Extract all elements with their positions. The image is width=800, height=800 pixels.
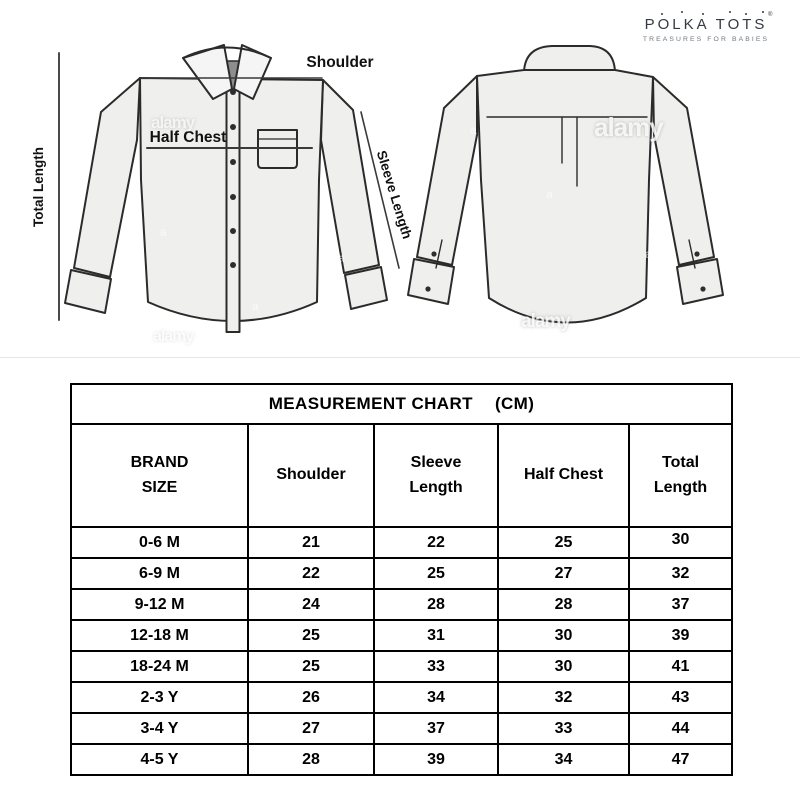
cell-length: 37 [629, 589, 732, 620]
cell-shoulder: 25 [248, 620, 374, 651]
watermark-mini-a: a [338, 251, 345, 265]
back-right-cuff [677, 259, 723, 304]
cell-sleeve: 33 [374, 651, 498, 682]
front-right-sleeve [321, 80, 379, 273]
back-left-sleeve [417, 76, 477, 265]
column-header-label: Shoulder [276, 466, 346, 484]
front-right-cuff [345, 267, 387, 309]
cell-size: 18-24 M [71, 651, 248, 682]
table-row [71, 558, 732, 589]
cell-chest: 30 [498, 651, 629, 682]
cell-length: 47 [629, 744, 732, 775]
table-header-row [71, 424, 732, 527]
watermark-back-hem: alamy [521, 311, 570, 332]
cell-shoulder: 22 [248, 558, 374, 589]
brand-name: POLKA TOTS [644, 16, 768, 33]
table-title-text: MEASUREMENT CHART [268, 394, 473, 413]
logo-polka-dot [762, 11, 764, 13]
cell-chest: 27 [498, 558, 629, 589]
cell-sleeve: 28 [374, 589, 498, 620]
total-length-label: Total Length [31, 147, 46, 227]
logo-polka-dot [702, 13, 704, 15]
table-row [71, 713, 732, 744]
watermark-mini-a: a [470, 123, 477, 137]
cell-size: 0-6 M [71, 527, 248, 558]
cell-chest: 34 [498, 744, 629, 775]
table-unit-text: (CM) [494, 394, 535, 413]
logo-polka-dot [661, 13, 663, 15]
front-left-cuff [65, 270, 111, 313]
column-header-total-length [629, 424, 732, 527]
cell-sleeve: 31 [374, 620, 498, 651]
table-row [71, 744, 732, 775]
cell-length: 41 [629, 651, 732, 682]
brand-tagline: TREASURES FOR BABIES [642, 36, 770, 43]
brand-logo-text [644, 12, 776, 33]
column-header-label: Half Chest [523, 466, 604, 484]
cell-sleeve: 22 [374, 527, 498, 558]
cell-chest: 25 [498, 527, 629, 558]
watermark-front-hem: alamy [153, 328, 194, 345]
shoulder-label: Shoulder [306, 54, 374, 71]
table-row [71, 589, 732, 620]
cell-length: 32 [629, 558, 732, 589]
cell-sleeve: 25 [374, 558, 498, 589]
cell-sleeve: 37 [374, 713, 498, 744]
cell-size: 4-5 Y [71, 744, 248, 775]
table-title-row [71, 384, 732, 424]
cell-length: 43 [629, 682, 732, 713]
logo-polka-dot [745, 13, 747, 15]
cell-size: 6-9 M [71, 558, 248, 589]
shirt-technical-drawing [0, 0, 800, 370]
front-left-sleeve [74, 78, 140, 277]
back-shirt-drawing [408, 46, 723, 323]
front-shirt-drawing [65, 45, 387, 332]
column-header-label: Total Length [653, 453, 708, 496]
watermark-mini-a: a [160, 225, 167, 239]
sleeve-length-label: Sleeve Length [373, 148, 415, 241]
cell-shoulder: 28 [248, 744, 374, 775]
cell-size: 9-12 M [71, 589, 248, 620]
cell-length: 30 [629, 527, 732, 558]
cell-shoulder: 24 [248, 589, 374, 620]
table-title [71, 384, 732, 424]
cell-chest: 30 [498, 620, 629, 651]
cell-shoulder: 27 [248, 713, 374, 744]
watermark-mini-a: a [252, 299, 259, 313]
half-chest-label: Half Chest [149, 129, 227, 146]
cell-size: 2-3 Y [71, 682, 248, 713]
cell-sleeve: 39 [374, 744, 498, 775]
table-row [71, 620, 732, 651]
cell-length: 44 [629, 713, 732, 744]
section-divider [0, 357, 800, 358]
back-body [477, 70, 653, 323]
cell-sleeve: 34 [374, 682, 498, 713]
cell-size: 3-4 Y [71, 713, 248, 744]
cell-shoulder: 26 [248, 682, 374, 713]
table-row [71, 651, 732, 682]
cell-chest: 33 [498, 713, 629, 744]
watermark-mini-a: a [546, 187, 553, 201]
cell-size: 12-18 M [71, 620, 248, 651]
logo-polka-dot [681, 11, 683, 13]
table-row [71, 527, 732, 558]
watermark-mini-a: a [645, 247, 652, 261]
cell-chest: 28 [498, 589, 629, 620]
back-left-cuff [408, 259, 454, 304]
column-header-label: Sleeve Length [409, 453, 463, 496]
measurement-table [70, 383, 733, 776]
column-header-shoulder [248, 424, 374, 527]
cell-shoulder: 25 [248, 651, 374, 682]
column-header-half-chest [498, 424, 629, 527]
brand-logo [626, 12, 786, 43]
back-right-sleeve [653, 77, 714, 265]
column-header-label: BRAND SIZE [130, 453, 189, 496]
column-header-brand-size [71, 424, 248, 527]
registered-trademark-icon: ® [767, 12, 776, 18]
logo-polka-dot [729, 11, 731, 13]
watermark-front-chest: alamy [151, 113, 195, 132]
watermark-back-yoke: alamy [594, 112, 663, 142]
cell-shoulder: 21 [248, 527, 374, 558]
cell-chest: 32 [498, 682, 629, 713]
cell-length: 39 [629, 620, 732, 651]
table-row [71, 682, 732, 713]
column-header-sleeve-length [374, 424, 498, 527]
